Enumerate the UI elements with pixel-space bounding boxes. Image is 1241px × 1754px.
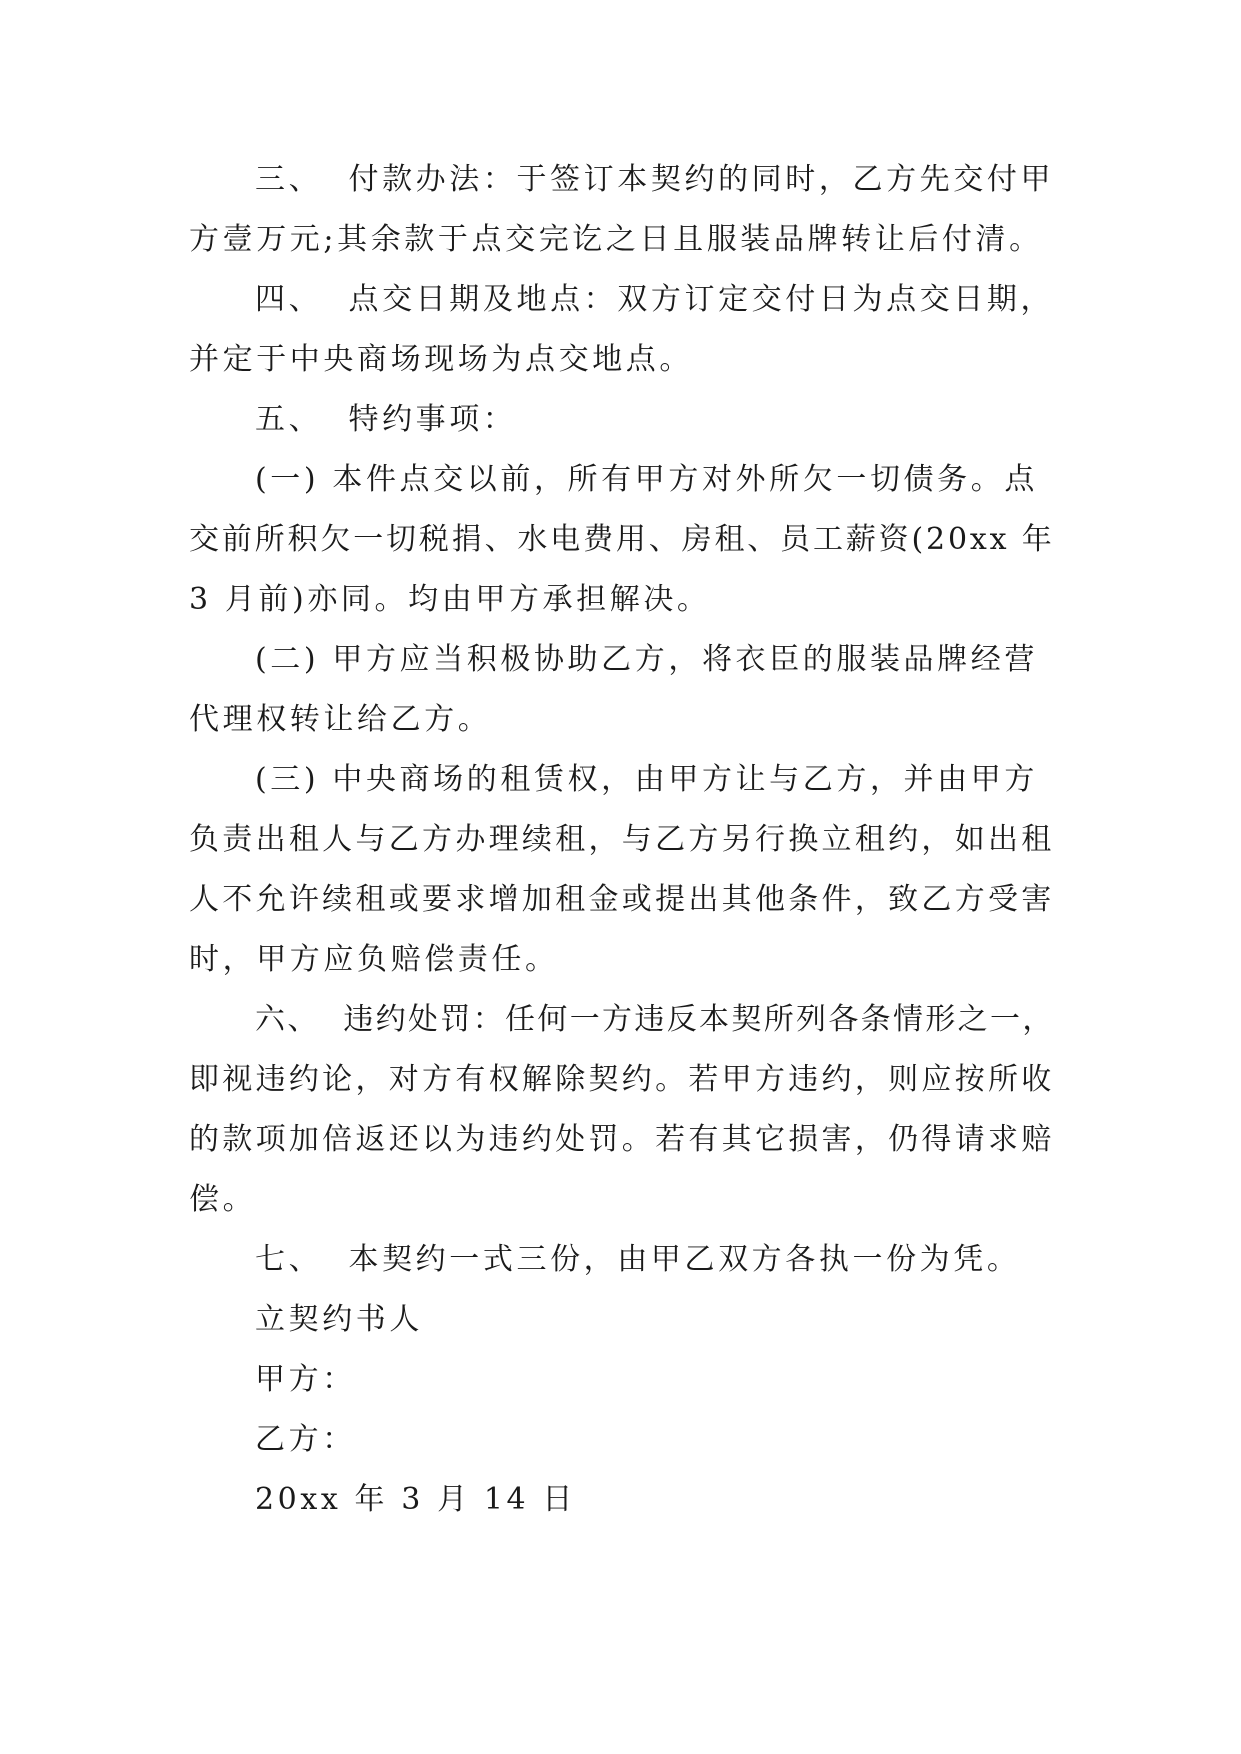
clause-6-line-1: 六、 违约处罚：任何一方违反本契所列各条情形之一，: [255, 1002, 1055, 1037]
clause-5-3-line-3: 人不允许续租或要求增加租金或提出其他条件，致乙方受害: [189, 882, 1055, 917]
party-b-label: 乙方：: [255, 1422, 356, 1457]
clause-5-1-line-2: 交前所积欠一切税捐、水电费用、房租、员工薪资(20xx 年: [189, 522, 1055, 557]
clause-5-1-line-1: (一) 本件点交以前，所有甲方对外所欠一切债务。点: [255, 462, 1038, 497]
clause-4-line-1: 四、 点交日期及地点：双方订定交付日为点交日期，: [255, 282, 1055, 317]
clause-6-line-2: 即视违约论，对方有权解除契约。若甲方违约，则应按所收: [189, 1062, 1055, 1097]
clause-6-line-4: 偿。: [189, 1182, 257, 1217]
signatories-label: 立契约书人: [255, 1302, 423, 1337]
clause-5-2-line-1: (二) 甲方应当积极协助乙方，将衣臣的服装品牌经营: [255, 642, 1038, 677]
clause-7-line-1: 七、 本契约一式三份，由甲乙双方各执一份为凭。: [255, 1242, 1021, 1277]
clause-3-line-1: 三、 付款办法：于签订本契约的同时，乙方先交付甲: [255, 162, 1055, 197]
clause-5-1-line-3: 3 月前)亦同。均由甲方承担解决。: [189, 582, 711, 617]
clause-4-line-2: 并定于中央商场现场为点交地点。: [189, 342, 693, 377]
clause-5-3-line-1: (三) 中央商场的租赁权，由甲方让与乙方，并由甲方: [255, 762, 1038, 797]
clause-5-heading: 五、 特约事项：: [255, 402, 517, 437]
contract-date: 20xx 年 3 月 14 日: [255, 1482, 576, 1517]
clause-6-line-3: 的款项加倍返还以为违约处罚。若有其它损害，仍得请求赔: [189, 1122, 1055, 1157]
clause-5-3-line-2: 负责出租人与乙方办理续租，与乙方另行换立租约，如出租: [189, 822, 1055, 857]
clause-5-2-line-2: 代理权转让给乙方。: [189, 702, 492, 737]
party-a-label: 甲方：: [255, 1362, 356, 1397]
clause-5-3-line-4: 时，甲方应负赔偿责任。: [189, 942, 559, 977]
clause-3-line-2: 方壹万元;其余款于点交完讫之日且服装品牌转让后付清。: [189, 222, 1043, 257]
